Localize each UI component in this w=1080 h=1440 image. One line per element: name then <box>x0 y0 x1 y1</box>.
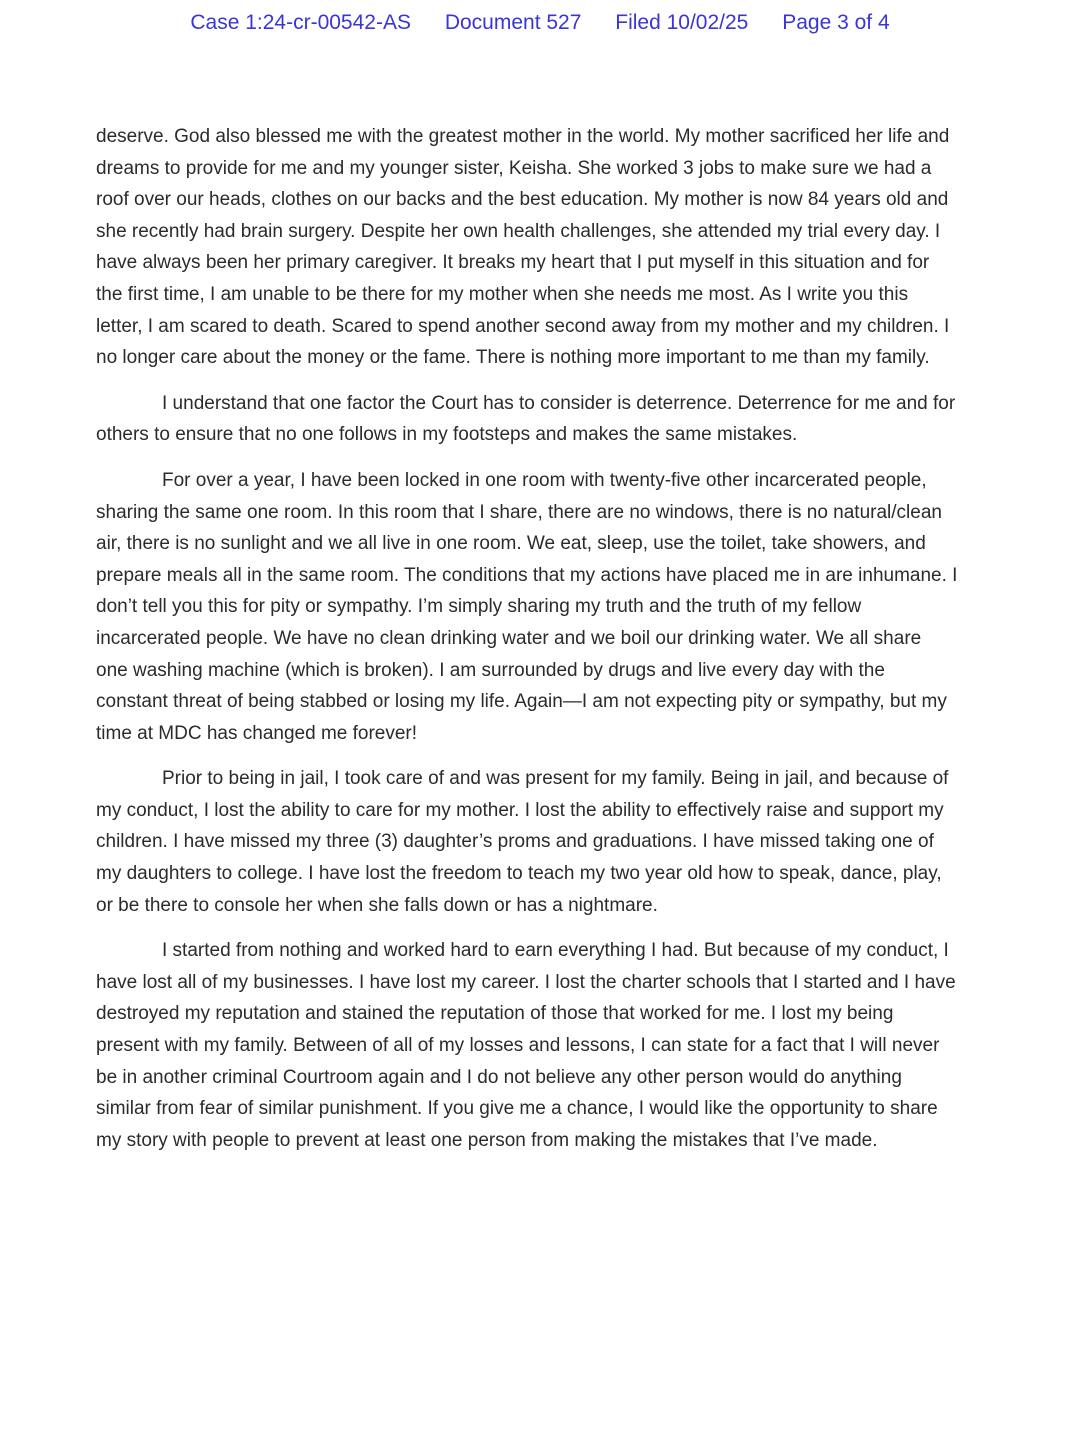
paragraph-conditions: For over a year, I have been locked in one room with twenty-five other incarcerated people, sharing the same one room. In this room that I share, there are no windows, there is no natural/clean air, there is no sunlight and we all live in one room. We eat, sleep, use the toilet, take showers, and prepare meals all in the same room. The conditions that my actions have placed me in are inhumane. I don’t tell you this for pity or sympathy. I’m simply sharing my truth and the truth of my fellow incarcerated people. We have no clean drinking water and we boil our drinking water. We all share one washing machine (which is broken). I am surrounded by drugs and live every day with the constant threat of being stabbed or losing my life. Again—I am not expecting pity or sympathy, but my time at MDC has changed me forever! <box>96 469 958 744</box>
paragraph-deterrence: I understand that one factor the Court has to consider is deterrence. Deterrence for me and for others to ensure that no one follows in my footsteps and makes the same mistakes. <box>96 392 956 446</box>
page-indicator: Page 3 of 4 <box>782 11 890 34</box>
paragraph-family: Prior to being in jail, I took care of and was present for my family. Being in jail, and because of my conduct, I lost the ability to care for my mother. I lost the ability to effectively raise and support my children. I have missed my three (3) daughter’s proms and graduations. I have missed taking one of my daughters to college. I have lost the freedom to teach my two year old how to speak, dance, play, or be there to console her when she falls down or has a nightmare. <box>96 768 949 916</box>
letter-body <box>96 121 958 1170</box>
paragraph-continuation: deserve. God also blessed me with the greatest mother in the world. My mother sacrificed her life and dreams to provide for me and my younger sister, Keisha. She worked 3 jobs to make sure we had a roof over our heads, clothes on our backs and the best education. My mother is now 84 years old and she recently had brain surgery. Despite her own health challenges, she attended my trial every day. I have always been her primary caregiver. It breaks my heart that I put myself in this situation and for the first time, I am unable to be there for my mother when she needs me most. As I write you this letter, I am scared to death. Scared to spend another second away from my mother and my children. I no longer care about the money or the fame. There is nothing more important to me than my family. <box>96 126 950 369</box>
filed-date: Filed 10/02/25 <box>615 11 749 34</box>
document-header <box>0 11 1080 35</box>
case-number: Case 1:24-cr-00542-AS <box>190 11 411 34</box>
paragraph-losses: I started from nothing and worked hard to earn everything I had. But because of my conduct, I have lost all of my businesses. I have lost my career. I lost the charter schools that I started and I have destroyed my reputation and stained the reputation of those that worked for me. I lost my being present with my family. Between of all of my losses and lessons, I can state for a fact that I will never be in another criminal Courtroom again and I do not believe any other person would do anything similar from fear of similar punishment. If you give me a chance, I would like the opportunity to share my story with people to prevent at least one person from making the mistakes that I’ve made. <box>96 940 956 1151</box>
document-number: Document 527 <box>444 11 582 34</box>
